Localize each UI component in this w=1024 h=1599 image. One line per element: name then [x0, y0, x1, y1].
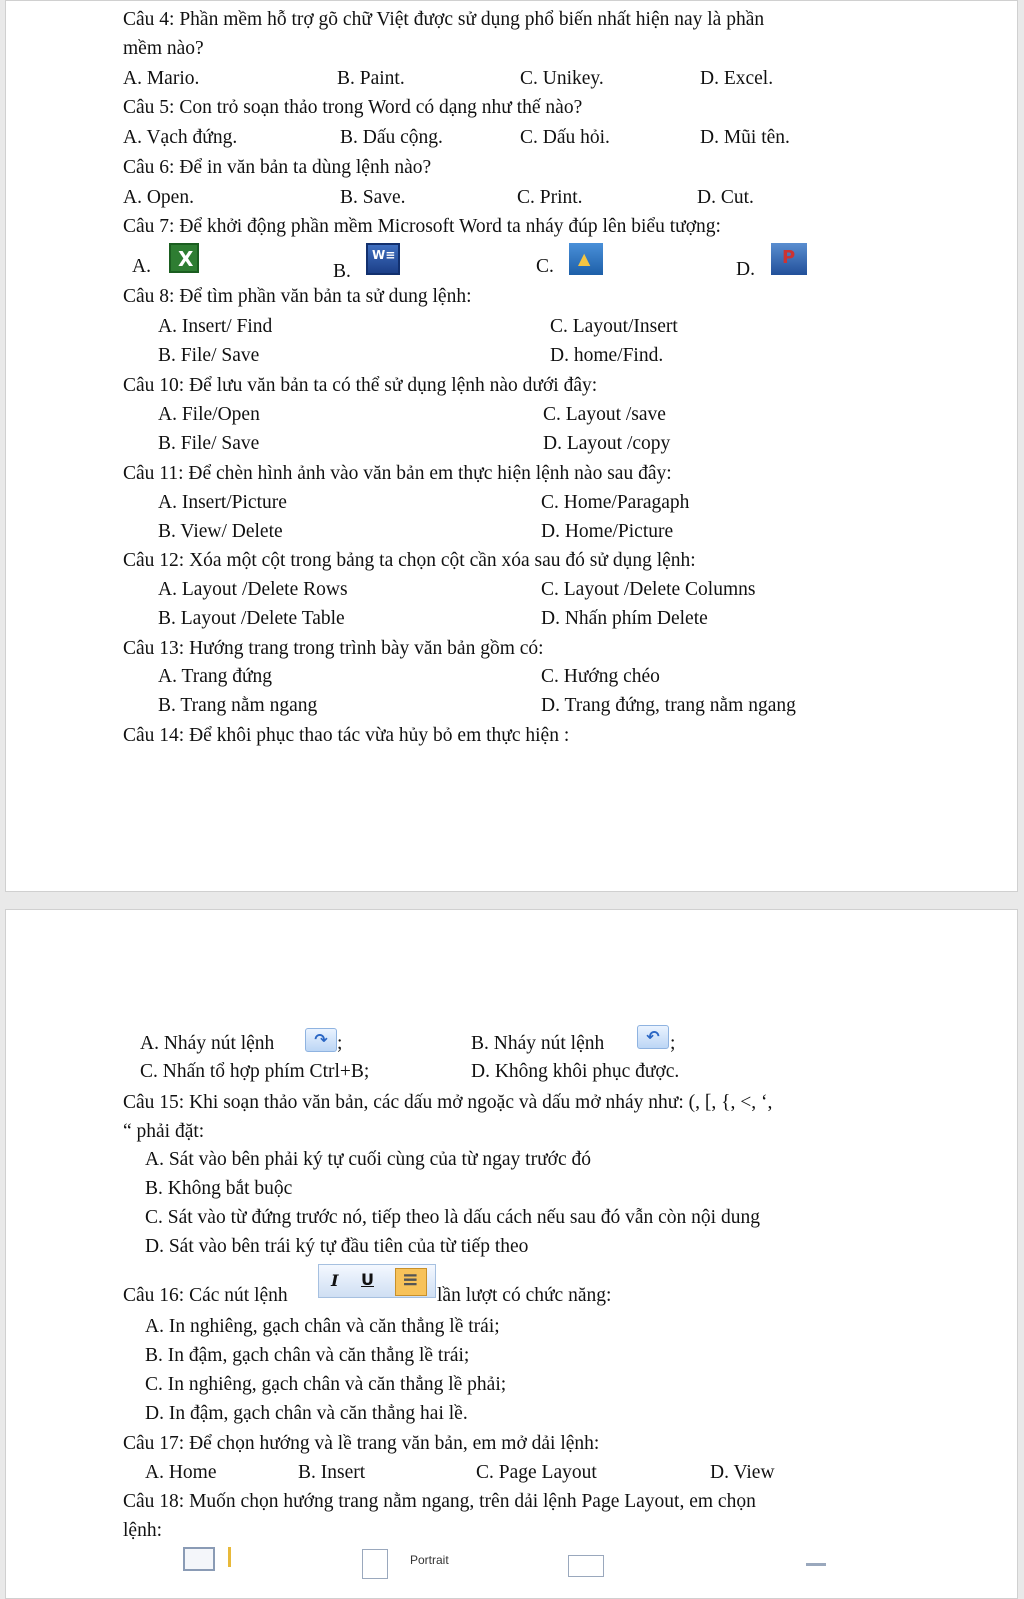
question-7-option-b: B. [333, 261, 351, 282]
portrait-label: Portrait [410, 1553, 449, 1567]
question-17-option-b: B. Insert [298, 1462, 366, 1483]
question-12-option-a: A. Layout /Delete Rows [158, 579, 348, 600]
portrait-icon [362, 1549, 388, 1579]
question-5-option-c: C. Dấu hỏi. [520, 127, 610, 148]
question-15-option-c: C. Sát vào từ đứng trước nó, tiếp theo là dấu cách nếu sau đó vẫn còn nội dung [145, 1207, 760, 1228]
question-13-option-c: C. Hướng chéo [541, 666, 660, 687]
question-15-option-b: B. Không bắt buộc [145, 1178, 293, 1199]
redo-icon: ↷ [305, 1028, 337, 1052]
margins-icon [183, 1547, 215, 1571]
question-5-option-d: D. Mũi tên. [700, 127, 790, 148]
undo-icon: ↶ [637, 1025, 669, 1049]
question-17-option-c: C. Page Layout [476, 1462, 597, 1483]
question-18-text: Câu 18: Muốn chọn hướng trang nằm ngang, trên dải lệnh Page Layout, em chọn [123, 1491, 756, 1512]
question-12-option-b: B. Layout /Delete Table [158, 608, 345, 629]
question-14-text: Câu 14: Để khôi phục thao tác vừa hủy bỏ em thực hiện : [123, 725, 570, 746]
question-12-option-c: C. Layout /Delete Columns [541, 579, 756, 600]
question-10-option-c: C. Layout /save [543, 404, 666, 425]
question-4-text: Câu 4: Phần mềm hỗ trợ gõ chữ Việt được sử dụng phổ biến nhất hiện nay là phần [123, 9, 765, 30]
landscape-icon [568, 1555, 604, 1577]
question-18-text-cont: lệnh: [123, 1520, 162, 1541]
question-16-text-end: lần lượt có chức năng: [437, 1285, 612, 1306]
question-16-option-c: C. In nghiêng, gạch chân và căn thẳng lề phải; [145, 1374, 507, 1395]
question-4-option-a: A. Mario. [123, 68, 200, 89]
question-13-option-a: A. Trang đứng [158, 666, 273, 687]
question-4-text-cont: mềm nào? [123, 38, 204, 59]
question-12-text: Câu 12: Xóa một cột trong bảng ta chọn cột cần xóa sau đó sử dụng lệnh: [123, 550, 696, 571]
question-8-option-a: A. Insert/ Find [158, 316, 273, 337]
question-7-option-d: D. [736, 259, 755, 280]
align-left-icon [395, 1268, 427, 1296]
question-5-text: Câu 5: Con trỏ soạn thảo trong Word có dạng như thế nào? [123, 97, 583, 118]
question-14-option-d: D. Không khôi phục được. [471, 1061, 680, 1082]
question-13-text: Câu 13: Hướng trang trong trình bày văn bản gồm có: [123, 638, 544, 659]
question-16-text: Câu 16: Các nút lệnh [123, 1285, 288, 1306]
paint-icon [569, 243, 603, 275]
question-14-option-c: C. Nhấn tổ hợp phím Ctrl+B; [140, 1061, 370, 1082]
word-icon [366, 243, 400, 275]
question-6-option-d: D. Cut. [697, 187, 754, 208]
question-6-option-b: B. Save. [340, 187, 406, 208]
question-7-option-c: C. [536, 256, 554, 277]
question-13-option-b: B. Trang nằm ngang [158, 695, 318, 716]
powerpoint-icon [771, 243, 807, 275]
question-11-option-d: D. Home/Picture [541, 521, 674, 542]
size-icon [806, 1563, 826, 1566]
question-16-option-d: D. In đậm, gạch chân và căn thẳng hai lề. [145, 1403, 468, 1424]
question-4-option-d: D. Excel. [700, 68, 774, 89]
question-17-option-a: A. Home [145, 1462, 217, 1483]
question-8-option-d: D. home/Find. [550, 345, 664, 366]
excel-icon [169, 243, 199, 273]
question-15-text-cont: “ phải đặt: [123, 1121, 205, 1142]
question-8-text: Câu 8: Để tìm phần văn bản ta sử dung lệnh: [123, 286, 472, 307]
question-4-option-b: B. Paint. [337, 68, 405, 89]
question-17-text: Câu 17: Để chọn hướng và lề trang văn bản, em mở dải lệnh: [123, 1433, 600, 1454]
question-6-text: Câu 6: Để in văn bản ta dùng lệnh nào? [123, 157, 432, 178]
question-8-option-c: C. Layout/Insert [550, 316, 678, 337]
question-16-option-a: A. In nghiêng, gạch chân và căn thẳng lề trái; [145, 1316, 500, 1337]
question-15-option-a: A. Sát vào bên phải ký tự cuối cùng của từ ngay trước đó [145, 1149, 591, 1170]
question-5-option-a: A. Vạch đứng. [123, 127, 238, 148]
question-11-option-a: A. Insert/Picture [158, 492, 287, 513]
question-10-option-b: B. File/ Save [158, 433, 260, 454]
question-13-option-d: D. Trang đứng, trang nằm ngang [541, 695, 796, 716]
format-buttons-icon [318, 1264, 436, 1298]
question-16-option-b: B. In đậm, gạch chân và căn thẳng lề trái; [145, 1345, 470, 1366]
question-15-option-d: D. Sát vào bên trái ký tự đầu tiên của từ tiếp theo [145, 1236, 529, 1257]
question-15-text: Câu 15: Khi soạn thảo văn bản, các dấu mở ngoặc và dấu mở nháy như: (, [, {, <, ‘, [123, 1092, 773, 1113]
underline-icon: U [361, 1270, 374, 1289]
separator-mark [228, 1547, 231, 1567]
question-11-option-b: B. View/ Delete [158, 521, 283, 542]
question-12-option-d: D. Nhấn phím Delete [541, 608, 708, 629]
question-8-option-b: B. File/ Save [158, 345, 260, 366]
question-17-option-d: D. View [710, 1462, 775, 1483]
question-14-option-b-end: ; [670, 1033, 676, 1054]
question-10-option-d: D. Layout /copy [543, 433, 671, 454]
question-14-option-a: A. Nháy nút lệnh [140, 1033, 275, 1054]
question-5-option-b: B. Dấu cộng. [340, 127, 443, 148]
question-10-option-a: A. File/Open [158, 404, 260, 425]
question-6-option-c: C. Print. [517, 187, 583, 208]
question-11-option-c: C. Home/Paragaph [541, 492, 690, 513]
question-10-text: Câu 10: Để lưu văn bản ta có thể sử dụng lệnh nào dưới đây: [123, 375, 598, 396]
question-4-option-c: C. Unikey. [520, 68, 604, 89]
question-14-option-a-end: ; [337, 1033, 343, 1054]
question-7-option-a: A. [132, 256, 151, 277]
question-11-text: Câu 11: Để chèn hình ảnh vào văn bản em thực hiện lệnh nào sau đây: [123, 463, 672, 484]
question-7-text: Câu 7: Để khởi động phần mềm Microsoft Word ta nháy đúp lên biểu tượng: [123, 216, 721, 237]
question-6-option-a: A. Open. [123, 187, 194, 208]
question-14-option-b: B. Nháy nút lệnh [471, 1033, 605, 1054]
italic-icon: I [331, 1271, 339, 1290]
